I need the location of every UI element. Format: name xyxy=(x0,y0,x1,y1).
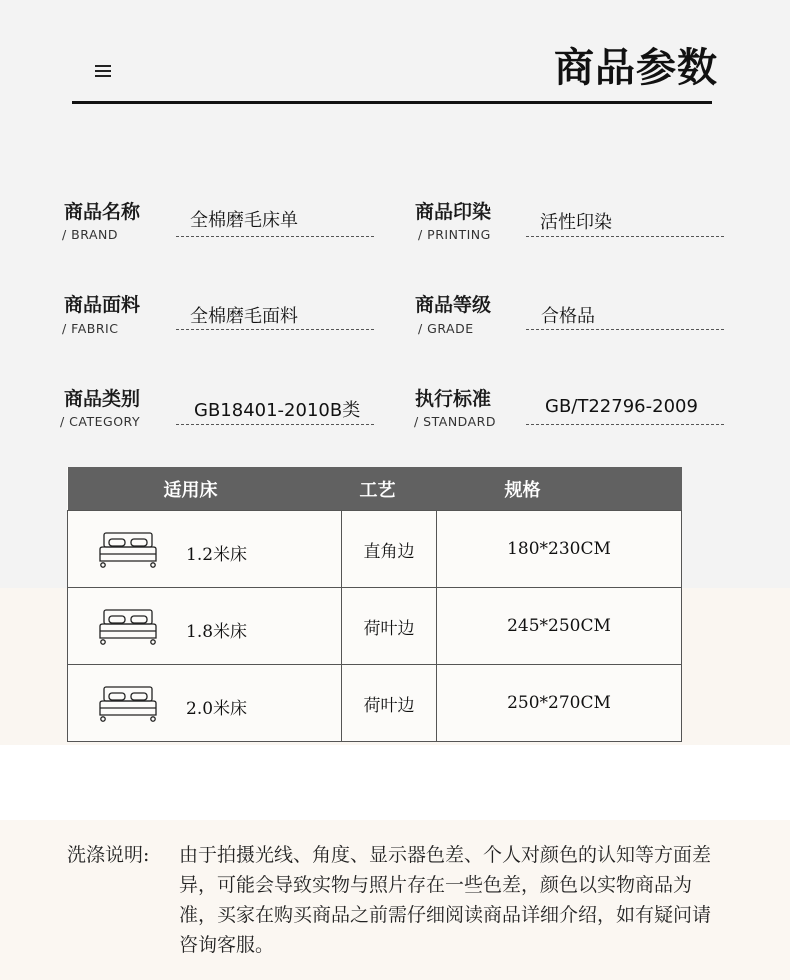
param-en-label: / PRINTING xyxy=(418,227,491,242)
column-header: 规格 xyxy=(437,467,682,511)
param-value: 活性印染 xyxy=(540,212,612,233)
param-label: 商品名称 xyxy=(64,201,141,223)
bed-cell xyxy=(68,588,342,665)
column-header: 工艺 xyxy=(342,467,437,511)
dashed-underline xyxy=(176,236,374,237)
title-divider xyxy=(72,101,712,104)
size-cell: 180*230CM xyxy=(437,511,682,588)
bed-icon xyxy=(96,531,160,573)
param-label: 商品等级 xyxy=(415,294,492,316)
size-cell: 250*270CM xyxy=(437,665,682,742)
param-value: 全棉磨毛面料 xyxy=(190,306,298,327)
dashed-underline xyxy=(176,424,374,425)
table-row xyxy=(68,588,682,665)
wash-label: 洗涤说明: xyxy=(67,844,150,866)
size-cell: 245*250CM xyxy=(437,588,682,665)
param-label: 执行标准 xyxy=(415,388,492,410)
param-label: 商品面料 xyxy=(64,294,141,316)
dashed-underline xyxy=(526,329,724,330)
param-en-label: / GRADE xyxy=(418,321,474,336)
param-label: 商品类别 xyxy=(64,388,141,410)
bed-icon xyxy=(96,608,160,650)
menu-icon[interactable] xyxy=(95,65,111,77)
bed-cell xyxy=(68,665,342,742)
param-en-label: / FABRIC xyxy=(62,321,119,336)
dashed-underline xyxy=(176,329,374,330)
craft-cell: 荷叶边 xyxy=(342,665,437,742)
param-value: 合格品 xyxy=(541,306,595,327)
craft-cell: 直角边 xyxy=(342,511,437,588)
param-label: 商品印染 xyxy=(415,201,492,223)
bed-icon xyxy=(96,685,160,727)
param-value: GB/T22796-2009 xyxy=(545,396,698,417)
column-header: 适用床 xyxy=(68,467,342,511)
wash-text: 由于拍摄光线、角度、显示器色差、个人对颜色的认知等方面差异，可能会导致实物与照片存在一些色差，颜色以实物商品为准，买家在购买商品之前需仔细阅读商品详细介绍，如有疑问请咨询客服。 xyxy=(179,844,712,956)
table-header-row xyxy=(68,467,682,511)
spec-table xyxy=(67,467,682,742)
bed-size-label: 1.8米床 xyxy=(186,622,248,642)
page-title: 商品参数 xyxy=(554,45,718,91)
table-row xyxy=(68,665,682,742)
param-en-label: / STANDARD xyxy=(414,414,496,429)
craft-cell: 荷叶边 xyxy=(342,588,437,665)
dashed-underline xyxy=(526,424,724,425)
param-en-label: / CATEGORY xyxy=(60,414,141,429)
bed-cell xyxy=(68,511,342,588)
bed-size-label: 1.2米床 xyxy=(186,545,248,565)
param-en-label: / BRAND xyxy=(62,227,118,242)
dashed-underline xyxy=(526,236,724,237)
table-row xyxy=(68,511,682,588)
param-value: 全棉磨毛床单 xyxy=(190,210,298,231)
bed-size-label: 2.0米床 xyxy=(186,699,248,719)
param-value: GB18401-2010B类 xyxy=(194,400,361,421)
